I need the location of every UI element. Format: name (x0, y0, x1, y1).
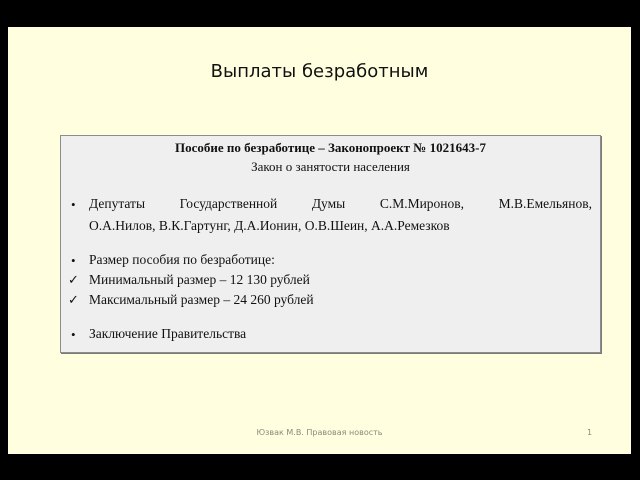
law-subheading: Закон о занятости населения (251, 159, 410, 174)
bullet-icon: • (71, 253, 76, 268)
checkmark-icon: ✓ (68, 272, 79, 287)
bullet-icon: • (71, 327, 76, 342)
slide-footer: Юзвак М.В. Правовая новость (256, 428, 383, 437)
slide-title: Выплаты безработным (210, 61, 429, 82)
deputies-line-1: Депутаты Государственной Думы С.М.Миронов, М.В.Емельянов, (89, 196, 592, 211)
benefit-size-label: Размер пособия по безработице: (89, 252, 275, 267)
checkmark-icon: ✓ (68, 292, 79, 307)
content-box (60, 135, 601, 353)
government-conclusion: Заключение Правительства (89, 326, 247, 341)
minimum-size: Минимальный размер – 12 130 рублей (89, 272, 310, 287)
page-number: 1 (587, 428, 593, 437)
bullet-icon: • (71, 197, 76, 212)
maximum-size: Максимальный размер – 24 260 рублей (89, 292, 314, 307)
bill-heading: Пособие по безработице – Законопроект № 1021643-7 (175, 140, 486, 155)
slide (8, 27, 631, 454)
deputies-line-2: О.А.Нилов, В.К.Гартунг, Д.А.Ионин, О.В.Шеин, А.А.Ремезков (89, 218, 450, 233)
